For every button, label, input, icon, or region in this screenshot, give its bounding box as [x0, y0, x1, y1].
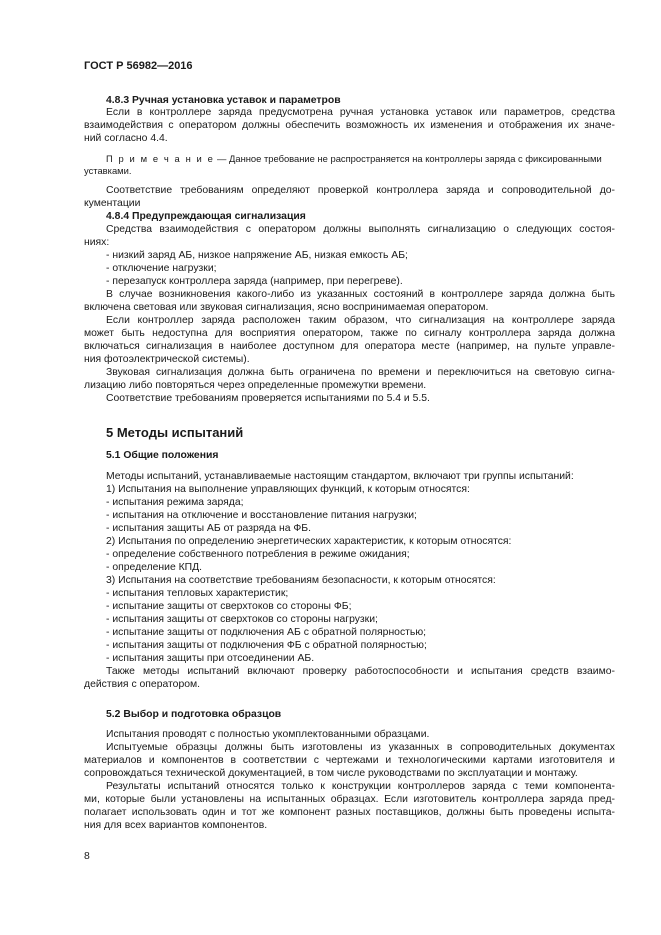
text-line: 3) Испытания на соответствие требованиям безопасности, к которым относятся: — [106, 575, 496, 586]
list-item: - испытания тепловых характеристик; — [106, 588, 289, 599]
list-item: - испытания защиты АБ от разряда на ФБ. — [106, 523, 311, 534]
text-line: Соответствие требованиям определяют проверкой контроллера заряда и сопроводительной до- — [106, 185, 615, 196]
note-line: уставками. — [84, 165, 132, 176]
doc-code-header: ГОСТ Р 56982—2016 — [84, 60, 193, 72]
text-line: Результаты испытаний относятся только к конструкции контроллеров заряда с теми компонента- — [106, 781, 615, 792]
text-line: Испытания проводят с полностью укомплектованными образцами. — [106, 729, 430, 740]
list-item: - испытания режима заряда; — [106, 497, 244, 508]
text-line: ния для всех вариантов компонентов. — [84, 820, 268, 831]
section-heading-5: 5 Методы испытаний — [106, 425, 244, 440]
text-line: Звуковая сигнализация должна быть ограничена по времени и переключиться на световую сигна- — [106, 367, 615, 378]
text-line: ниях: — [84, 237, 110, 248]
text-line: включаться сигнализация в наиболее доступном для оператора месте (например, на пульте управле- — [84, 341, 615, 352]
text-line: Также методы испытаний включают проверку работоспособности и испытания средств взаимо- — [106, 666, 615, 677]
list-item: - определение собственного потребления в режиме ожидания; — [106, 549, 410, 560]
text-line: Испытуемые образцы должны быть изготовлены из указанных в сопроводительных документах — [106, 742, 615, 753]
list-item: - низкий заряд АБ, низкое напряжение АБ, низкая емкость АБ; — [106, 250, 408, 261]
list-item: - отключение нагрузки; — [106, 263, 217, 274]
text-line: В случае возникновения какого-либо из указанных состояний в контроллере заряда должна быть — [106, 289, 615, 300]
text-line: Если в контроллере заряда предусмотрена ручная установка уставок или параметров, средства — [106, 107, 615, 118]
text-line: 2) Испытания по определению энергетических характеристик, к которым относятся: — [106, 536, 512, 547]
text-line: 1) Испытания на выполнение управляющих функций, к которым относятся: — [106, 484, 470, 495]
page-number: 8 — [84, 851, 90, 862]
text-line: ми, которые были установлены на испытанных образцах. Если изготовитель контроллера заряда пред- — [84, 794, 615, 805]
text-line: ния фотоэлектрической системы). — [84, 354, 250, 365]
text-line: Соответствие требованиям проверяется испытаниями по 5.4 и 5.5. — [106, 393, 430, 404]
section-heading-4-8-3: 4.8.3 Ручная установка уставок и параметров — [106, 95, 341, 106]
text-line: действия с оператором. — [84, 679, 201, 690]
text-line: Средства взаимодействия с оператором должны выполнять сигнализацию о следующих состоя- — [106, 224, 615, 235]
text-line: взаимодействия с оператором должны обеспечить возможность их изменения и отображения их значе- — [84, 120, 615, 131]
list-item: - испытания защиты от подключения ФБ с обратной полярностью; — [106, 640, 427, 651]
text-line: полагает использовать один и тот же компонент разных поставщиков, должны быть проведены испыта- — [84, 807, 615, 818]
list-item: - определение КПД. — [106, 562, 203, 573]
text-line: ний согласно 4.4. — [84, 133, 168, 144]
list-item: - испытания защиты от сверхтоков со стороны нагрузки; — [106, 614, 378, 625]
text-line: может быть недоступна для восприятия оператором, также по сигналу контроллера заряда должна — [84, 328, 615, 339]
note-dash: — — [217, 153, 227, 164]
text-line: кументации — [84, 198, 141, 209]
section-heading-4-8-4: 4.8.4 Предупреждающая сигнализация — [106, 211, 306, 222]
note-label: П р и м е ч а н и е — [106, 153, 215, 164]
note-text: Данное требование не распространяется на контроллеры заряда с фиксированными — [229, 153, 602, 164]
section-heading-5-2: 5.2 Выбор и подготовка образцов — [106, 709, 282, 720]
text-line: лизацию либо повторяться через определенные промежутки времени. — [84, 380, 427, 391]
list-item: - испытания на отключение и восстановление питания нагрузки; — [106, 510, 417, 521]
text-line: сопровождаться технической документацией, в том числе руководствами по эксплуатации и монтажу. — [84, 768, 578, 779]
text-line: включена световая или звуковая сигнализация, ясно воспринимаемая оператором. — [84, 302, 489, 313]
list-item: - испытание защиты от сверхтоков со стороны ФБ; — [106, 601, 352, 612]
list-item: - испытания защиты при отсоединении АБ. — [106, 653, 315, 664]
list-item: - перезапуск контроллера заряда (например, при перегреве). — [106, 276, 403, 287]
section-heading-5-1: 5.1 Общие положения — [106, 450, 219, 461]
text-line: Если контроллер заряда расположен таким образом, что сигнализация на контроллере заряда — [106, 315, 615, 326]
list-item: - испытание защиты от подключения АБ с обратной полярностью; — [106, 627, 427, 638]
text-line: Методы испытаний, устанавливаемые настоящим стандартом, включают три группы испытаний: — [106, 471, 574, 482]
text-line: материалов и компонентов в соответствии с чертежами и технологическими картами изготовителя и — [84, 755, 615, 766]
